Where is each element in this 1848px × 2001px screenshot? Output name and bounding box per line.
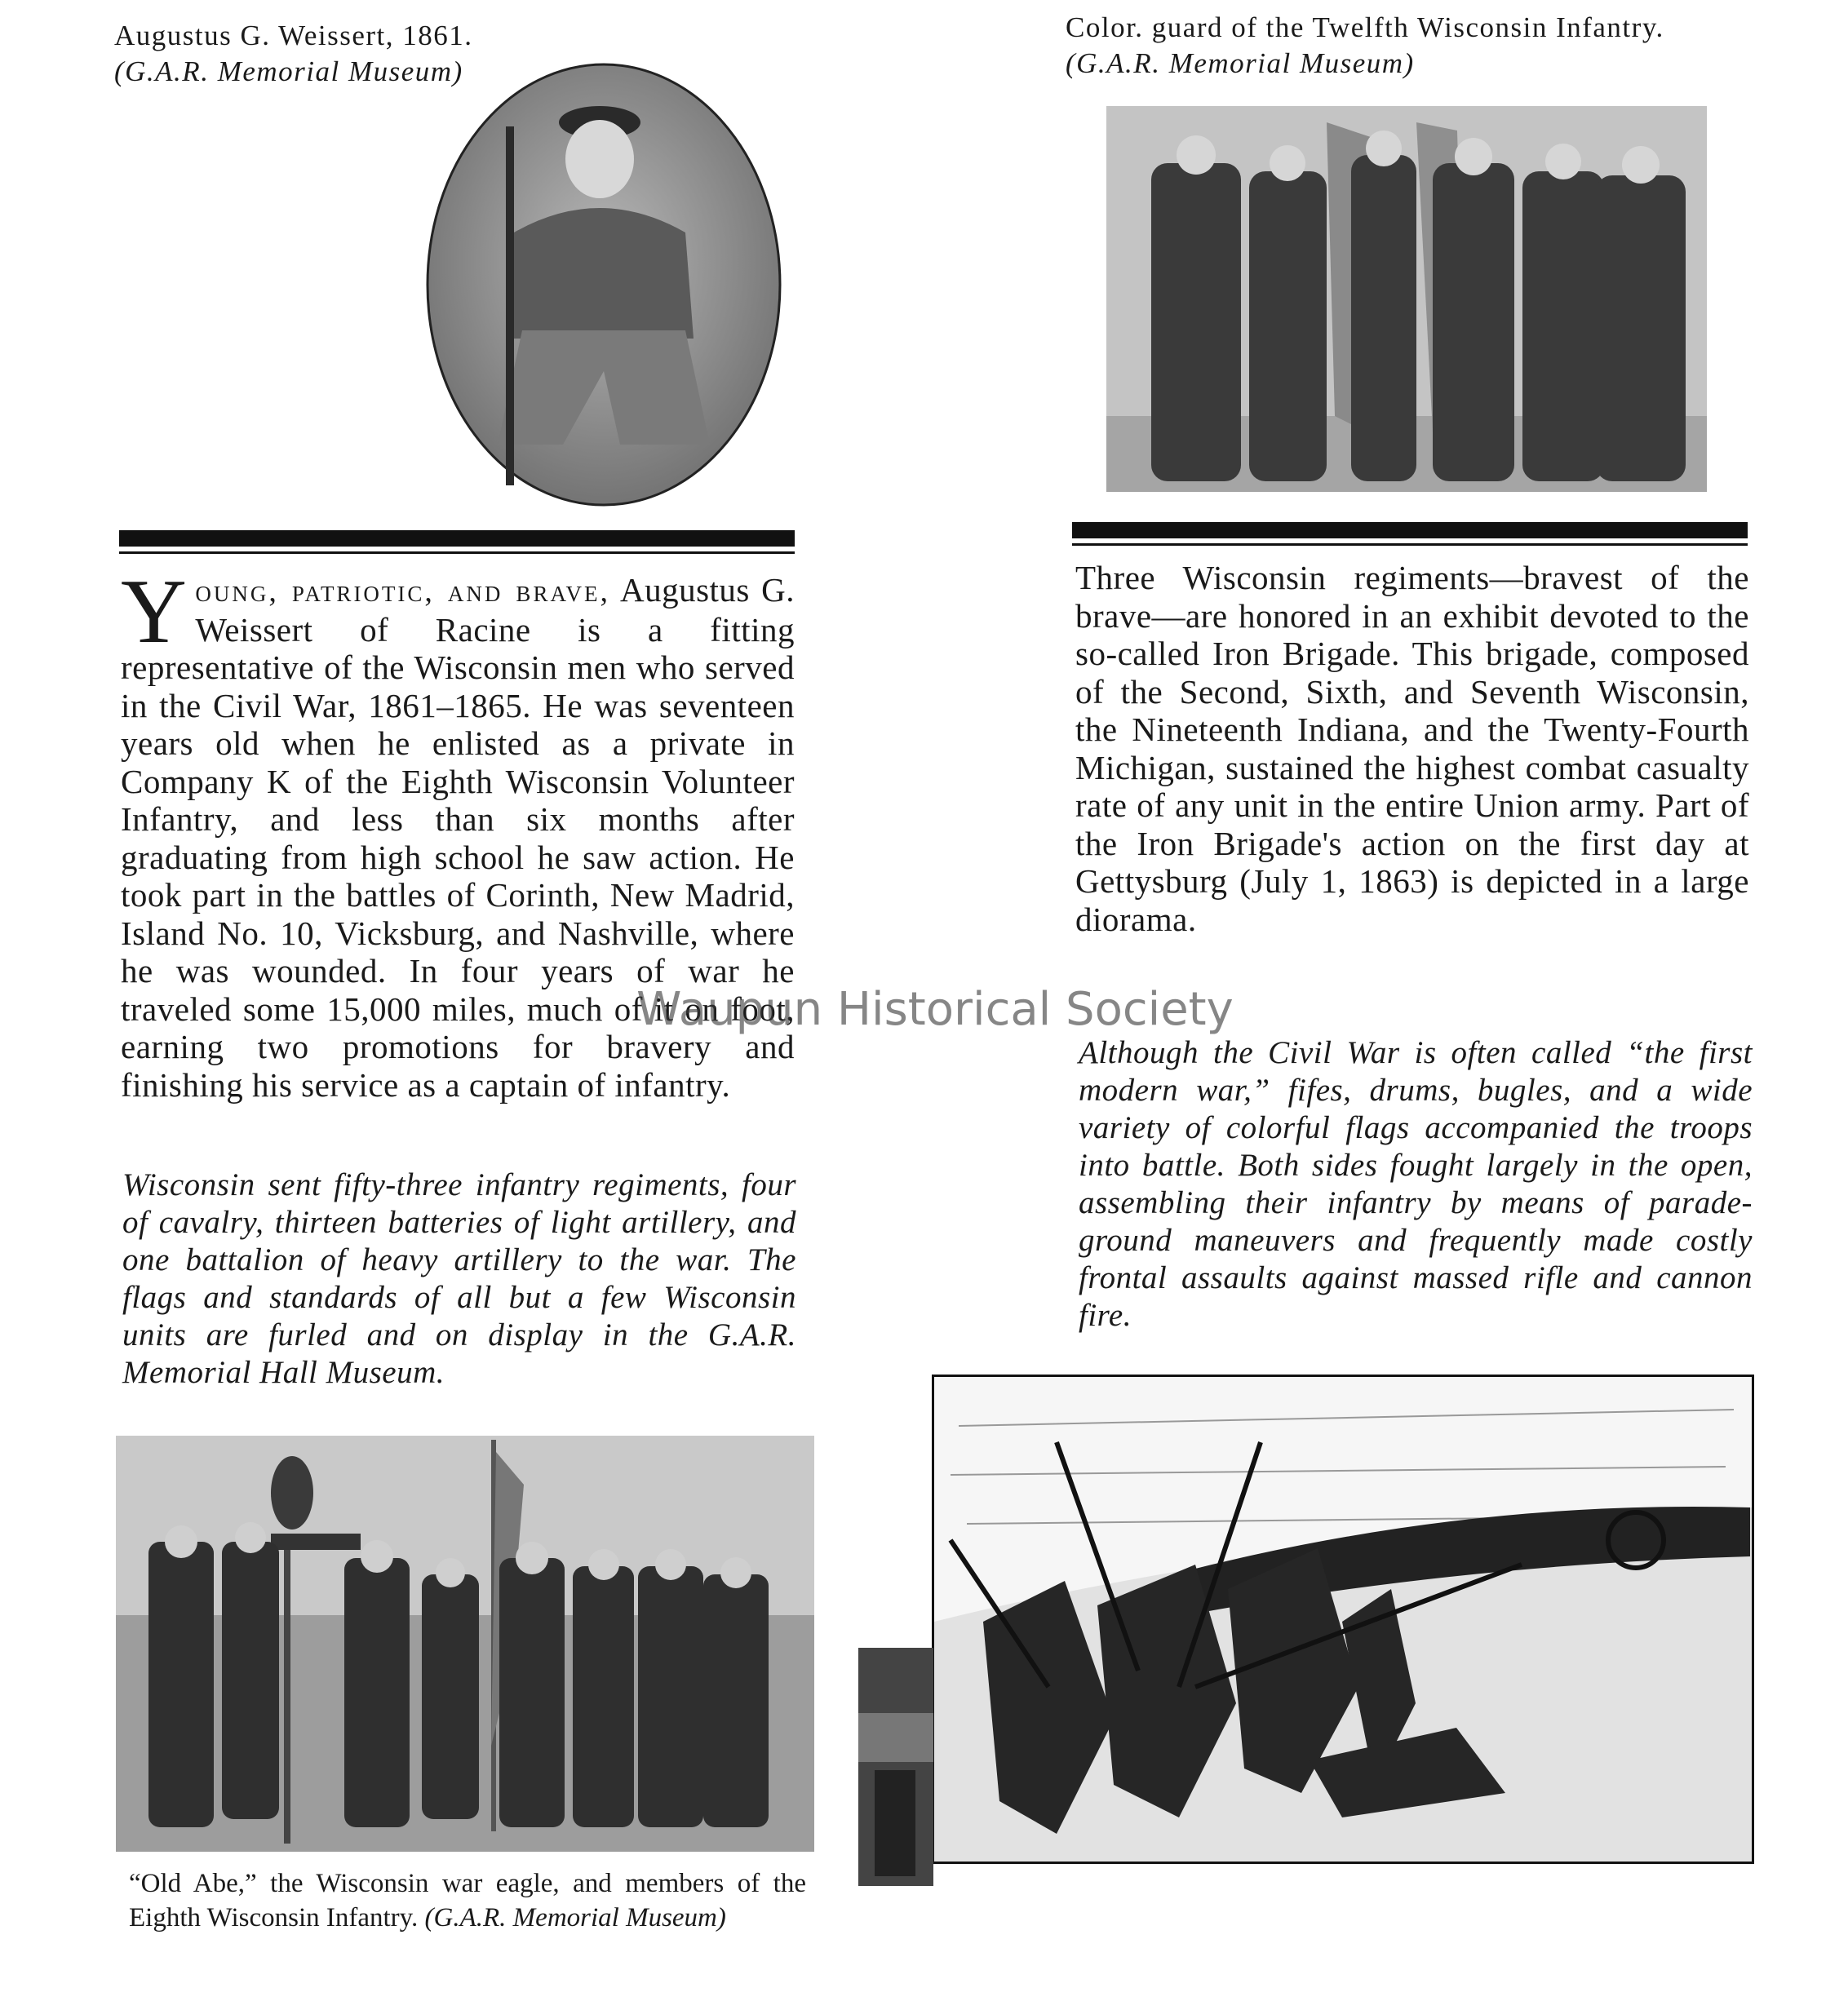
left-italic-paragraph: Wisconsin sent fifty-three infantry regiments, four of cavalry, thirteen batteries of light artillery, and one battalion of heavy artillery to the war. The flags and standards of all but a few Wisconsin units are furled and on display in the G.A.R. Memorial Hall Museum. <box>122 1167 796 1390</box>
color-guard-caption <box>1066 10 1751 82</box>
watermark: Waupun Historical Society <box>636 983 1234 1036</box>
old-abe-photo <box>116 1436 814 1852</box>
old-abe-caption-text: “Old Abe,” the Wisconsin war eagle, and members of the Eighth Wisconsin Infantry. <box>129 1869 806 1932</box>
old-abe-caption <box>129 1866 806 1935</box>
portrait-caption-title: Augustus G. Weissert, 1861. <box>114 20 473 51</box>
lead-in: oung, patriotic, and brave, <box>195 574 610 609</box>
left-divider-thick <box>119 530 795 547</box>
right-body-paragraph: Three Wisconsin regiments—bravest of the brave—are honored in an exhibit devoted to the so-called Iron Brigade. This brigade, composed of the Second, Sixth, and Seventh Wisconsin, the Nineteenth Indiana, and the Twenty-Fourth Michigan, sustained the highest combat casualty rate of any unit in the entire Union army. Part of the Iron Brigade's action on the first day at Gettysburg (July 1, 1863) is depicted in a large diorama. <box>1075 559 1749 938</box>
color-guard-caption-title: Color. guard of the Twelfth Wisconsin Infantry. <box>1066 11 1664 43</box>
right-divider-thin <box>1072 543 1748 546</box>
right-divider-thick <box>1072 522 1748 538</box>
strip-photo <box>858 1648 933 1886</box>
left-body-text: Augustus G. Weissert of Racine is a fitting representative of the Wisconsin men who served in the Civil War, 1861–1865. He was seventeen years old when he enlisted as a private in Company K of the Eighth Wisconsin Volunteer Infantry, and less than six months after graduating from high school he saw action. He took part in the battles of Corinth, New Madrid, Island No. 10, Vicksburg, and Nashville, where he was wounded. In four years of war he traveled some 15,000 miles, much of it on foot, earning two promotions for bravery and finishing his service as a captain of infantry. <box>121 571 795 1104</box>
color-guard-photo <box>1106 106 1707 492</box>
portrait-photo <box>424 61 783 508</box>
color-guard-caption-source: (G.A.R. Memorial Museum) <box>1066 47 1415 79</box>
right-italic-paragraph: Although the Civil War is often called “the first modern war,” fifes, drums, bugles, and a wide variety of colorful flags accompanied the troops into battle. Both sides fought largely in the open, assembling their infantry by means of parade-ground maneuvers and frequently made costly frontal assaults against massed rifle and cannon fire. <box>1079 1035 1753 1333</box>
battle-illustration <box>932 1375 1754 1864</box>
left-divider-thin <box>119 551 795 554</box>
portrait-caption-source: (G.A.R. Memorial Museum) <box>114 55 463 87</box>
drop-cap: Y <box>121 561 188 662</box>
old-abe-caption-source: (G.A.R. Memorial Museum) <box>424 1903 726 1932</box>
